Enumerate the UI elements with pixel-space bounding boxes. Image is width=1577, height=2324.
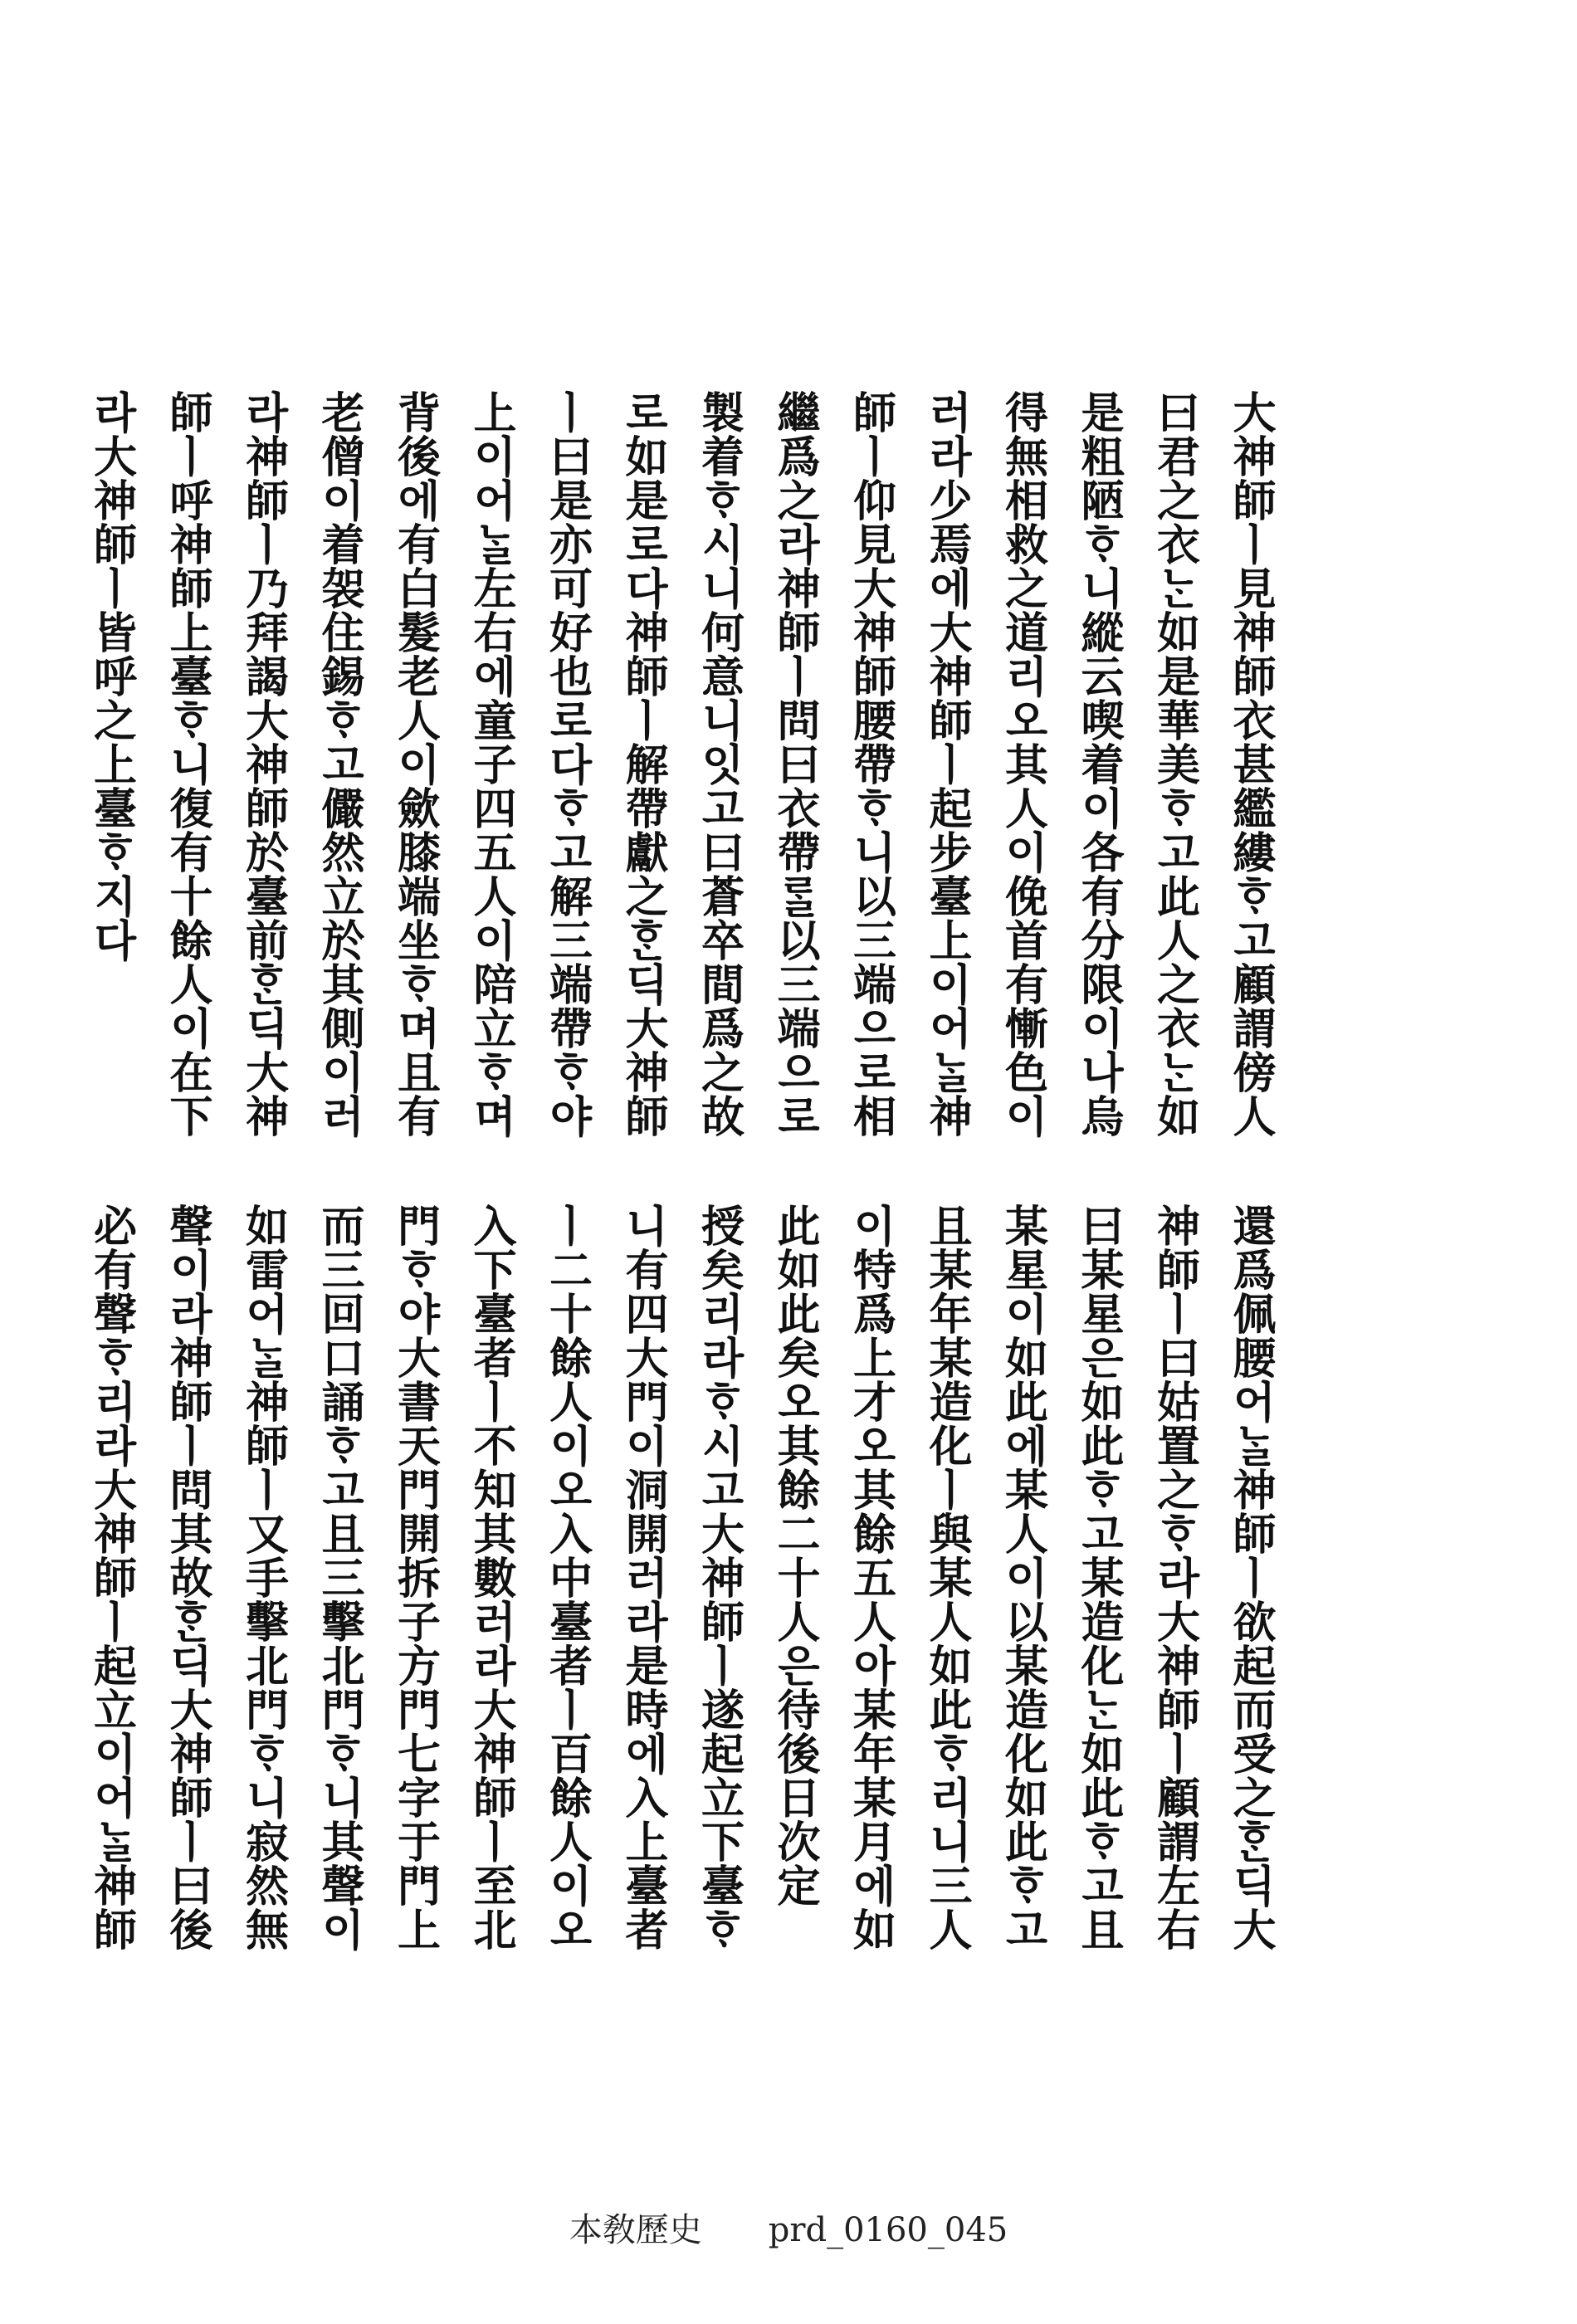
text-column: 聲이라神師ㅣ問其故ᄒᆞᆫ딕大神師ㅣ曰後 [162, 1204, 212, 1951]
text-column: 老僧이着袈住錫ᄒᆞ고儼然立於其側이러 [314, 390, 364, 1138]
text-column: 授矣리라ᄒᆞ시고大神師ㅣ遂起立下臺ᄒᆞ [693, 1204, 745, 1951]
page-footer [0, 2204, 1577, 2251]
text-column: 이特爲上才오其餘五人아某年某月에如 [845, 1204, 896, 1951]
text-column: 繼爲之라神師ㅣ問曰衣帶ᄅᆞᆯ以三端으로 [769, 390, 820, 1138]
text-column: 必有聲ᄒᆞ리라大神師ㅣ起立이어ᄂᆞᆯ神師 [85, 1204, 137, 1951]
text-column: 大神師ㅣ見神師衣甚繿縷ᄒᆞ고顧謂傍人 [1225, 390, 1276, 1138]
text-column: 上이어ᄂᆞᆯ左右에童子四五人이陪立ᄒᆞ며 [466, 390, 516, 1138]
text-column: 曰某星은如此ᄒᆞ고某造化ᄂᆞᆫ如此ᄒᆞ고且 [1073, 1204, 1124, 1951]
text-column: 門ᄒᆞ야大書天門開拆子方門七字于門上 [389, 1204, 441, 1951]
text-column: 라大神師ㅣ皆呼之上臺ᄒᆞ지다 [85, 390, 137, 962]
text-column: 니有四大門이洞開러라是時에入上臺者 [618, 1204, 668, 1951]
text-column: 得無相救之道리오其人이俛首有慚色이 [997, 390, 1048, 1138]
text-column: 而三回口誦ᄒᆞ고且三擊北門ᄒᆞ니其聲이 [314, 1204, 364, 1951]
text-column: 러라少焉에大神師ㅣ起步臺上이어ᄂᆞᆯ神 [921, 390, 972, 1138]
text-column: 라神師ㅣ乃拜謁大神師於臺前ᄒᆞᆫ딕大神 [237, 390, 289, 1138]
text-column: ㅣ二十餘人이오入中臺者ㅣ百餘人이오 [541, 1204, 593, 1951]
lower-text-block [85, 1204, 1282, 1984]
text-column: 還爲佩腰어ᄂᆞᆯ神師ㅣ欲起而受之ᄒᆞᆫ딕大 [1225, 1204, 1276, 1951]
page-id: prd_0160_045 [768, 2211, 1008, 2249]
text-column: 曰君之衣ᄂᆞᆫ如是華美ᄒᆞ고此人之衣ᄂᆞᆫ如 [1149, 390, 1200, 1138]
text-column: 神師ㅣ曰姑置之ᄒᆞ라大神師ㅣ顧謂左右 [1149, 1204, 1200, 1951]
upper-text-block [85, 390, 1282, 1138]
text-column: 入下臺者ㅣ不知其數러라大神師ㅣ至北 [466, 1204, 516, 1951]
text-column: 로如是로다神師ㅣ解帶獻之ᄒᆞᆫ딕大神師 [618, 390, 668, 1138]
text-column: 製着ᄒᆞ시니何意니잇고曰蒼卒間爲之故 [693, 390, 745, 1138]
text-column: 且某年某造化ㅣ與某人如此ᄒᆞ리니三人 [921, 1204, 972, 1951]
text-column: 背後에有白髮老人이歛膝端坐ᄒᆞ며且有 [389, 390, 441, 1138]
text-column: ㅣ曰是亦可好也로다ᄒᆞ고解三端帶ᄒᆞ야 [541, 390, 593, 1138]
text-column: 師ㅣ仰見大神師腰帶ᄒᆞ니以三端으로相 [845, 390, 896, 1138]
text-column: 是粗陋ᄒᆞ니縱云喫着이各有分限이나烏 [1073, 390, 1124, 1138]
book-title: 本敎歷史 [569, 2211, 702, 2249]
text-column: 師ㅣ呼神師上臺ᄒᆞ니復有十餘人이在下 [162, 390, 212, 1138]
text-column: 某星이如此에某人이以某造化如此ᄒᆞ고 [997, 1204, 1048, 1951]
text-column: 此如此矣오其餘二十人은待後日次定 [769, 1204, 820, 1907]
text-column: 如雷어ᄂᆞᆯ神師ㅣ又手擊北門ᄒᆞ니寂然無 [237, 1204, 289, 1951]
